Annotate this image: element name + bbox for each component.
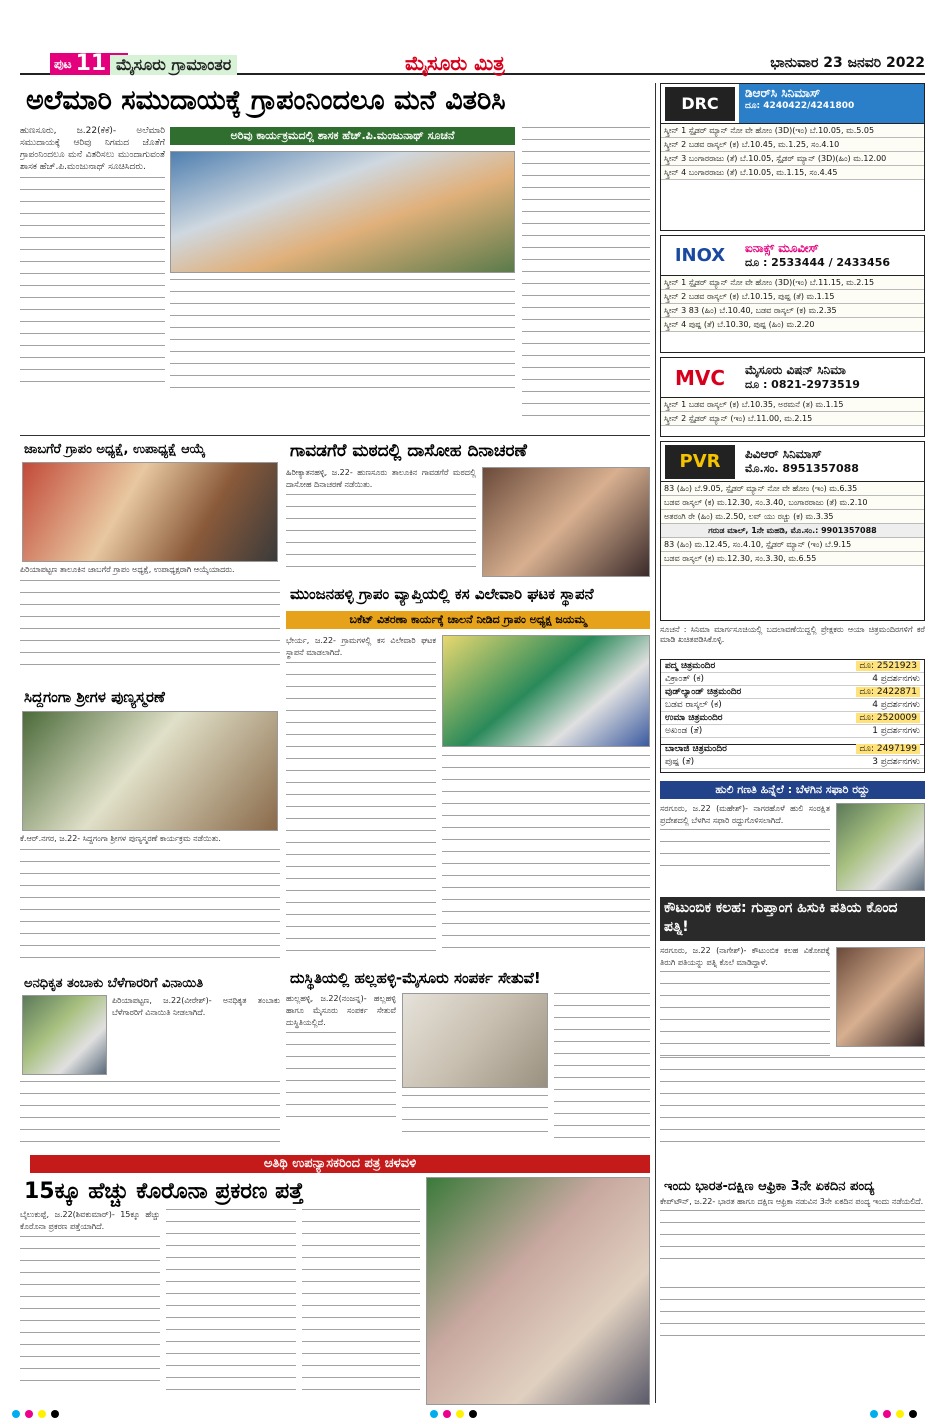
story-siddaganga [20,685,280,970]
lead-body-text [20,177,165,387]
story-body-text [20,580,280,675]
theatre-name: ಉಮಾ ಚಿತ್ರಮಂದಿರ [665,713,723,723]
story-bridge [286,967,650,1147]
story-photo [442,635,650,747]
lead-body-text-2 [170,279,515,389]
cinema-mvc [660,357,925,437]
story-photo [482,467,650,577]
lead-body-text-3 [522,127,650,427]
story-dateline: ಭೇರ್ಯ, ಜ.22- ಗ್ರಾಮಗಳಲ್ಲಿ ಕಸ ವಿಲೇವಾರಿ ಘಟಕ ಸ್ಥಾಪನೆ ಮಾಡಲಾಗಿದೆ. [286,636,436,657]
theatre-film: ವಿಕ್ರಾಂತ್ (ಕ) [665,674,705,684]
story-headline: ಇಂದು ಭಾರತ-ದಕ್ಷಿಣ ಆಫ್ರಿಕಾ 3ನೇ ಏಕದಿನ ಪಂದ್ಯ [664,1179,875,1194]
story-headline: ಕೌಟುಂಬಿಕ ಕಲಹ: ಗುಪ್ತಾಂಗ ಹಿಸುಕಿ ಪತಿಯ ಕೊಂದ ಪತ್ನಿ! [660,897,925,941]
theatre-row [661,712,924,725]
cinema-drc [660,83,925,231]
story-body-text [20,1236,160,1386]
story-photo [402,993,548,1088]
show-row: ಸ್ಕ್ರೀನ್ 3 ಬಂಗಾರರಾಜು (ತೆ) ಬೆ.10.05, ಸ್ಪೈಡರ್ ಮ್ಯಾನ್ (3D)(ಹಿಂ) ಮ.12.00 [661,152,924,166]
registration-dots-left [12,1410,59,1418]
story-cricket [660,1281,925,1403]
cinema-phone: ಮೊ.ಸಂ. 8951357088 [745,462,859,475]
theatre-film-row [661,699,924,712]
show-row: ಸ್ಕ್ರೀನ್ 4 ಪುಷ್ಪ (ತೆ) ಬೆ.10.30, ಪುಷ್ಪ (ಹಿಂ) ಮ.2.20 [661,318,924,332]
show-row: ಸ್ಕ್ರೀನ್ 3 83 (ಹಿಂ) ಬೆ.10.40, ಬಡವ ರಾಸ್ಕಲ್ (ಕ) ಮ.2.35 [661,304,924,318]
story-dateline: ಕೆ.ಆರ್.ನಗರ, ಜ.22- ಸಿದ್ದಗಂಗಾ ಶ್ರೀಗಳ ಪುಣ್ಯಸ್ಮರಣೆ ಕಾರ್ಯಕ್ರಮ ನಡೆಯಿತು. [20,834,221,843]
theatre-list [660,659,925,745]
theatre-film: ಪುಷ್ಪ (ತೆ) [665,757,695,767]
theatre-shows: 3 ಪ್ರದರ್ಶನಗಳು [872,757,920,767]
show-row: ಸ್ಕ್ರೀನ್ 2 ಬಡವ ರಾಸ್ಕಲ್ (ಕ) ಬೆ.10.15, ಪುಷ್ಪ (ತೆ) ಮ.1.15 [661,290,924,304]
drc-logo: DRC [665,87,735,121]
cinema-note [660,625,925,655]
story-corona [660,1177,925,1277]
story-body-text-3 [402,1095,548,1143]
story-body-text [660,1210,925,1260]
theatre-row [661,743,924,756]
theatre-film-row [661,725,924,738]
cinema-pvr [660,441,925,621]
theatre-name: ಪದ್ಮ ಚಿತ್ರಮಂದಿರ [665,661,716,671]
cinema-title: ಪಿವಿಆರ್ ಸಿನಿಮಾಸ್ [745,447,822,461]
story-headline: ಮುಂಜನಹಳ್ಳಿ ಗ್ರಾಪಂ ವ್ಯಾಪ್ತಿಯಲ್ಲಿ ಕಸ ವಿಲೇವಾರಿ ಘಟಕ ಸ್ಥಾಪನೆ [290,585,594,603]
pvr-logo: PVR [665,445,735,479]
cinema-phone: ದೂ : 0821-2973519 [745,378,860,391]
theatre-shows: 4 ಪ್ರದರ್ಶನಗಳು [872,674,920,684]
lead-dateline: ಹುಣಸೂರು, ಜ.22(ಕೆಕೆ)- ಅಲೆಮಾರಿ ಸಮುದಾಯಕ್ಕೆ ಆರಿವು ನಿಗಮದ ಜೊತೆಗೆ ಗ್ರಾಪಂನಿಂದಲೂ ಮನೆ ವಿತರಿಸಲು ಮುಂದಾಗುವಂತೆ ಶಾಸಕ ಹೆಚ್.ಪಿ.ಮಂಜುನಾಥ್ ಸೂಚಿಸಿದರು. [20,126,165,172]
newspaper-page [20,45,925,1405]
theatre-phone: ದೂ: 2422871 [856,687,920,697]
cinema-title: ಮೈಸೂರು ವಿಷನ್ ಸಿನಿಮಾ [745,363,846,377]
page-number: 11 [75,51,107,76]
story-dateline: ಹಿರೀಕ್ಯಾತನಹಳ್ಳಿ, ಜ.22- ಹುಣಸೂರು ತಾಲೂಕಿನ ಗಾವಡಗೆರೆ ಮಠದಲ್ಲಿ ದಾಸೋಹ ದಿನಾಚರಣೆ ನಡೆಯಿತು. [286,468,476,489]
story-body-text [660,971,830,1061]
story-body-text [286,494,476,574]
story-headline [660,1281,925,1285]
story-headline: ಗಾವಡಗೆರೆ ಮಠದಲ್ಲಿ ದಾಸೋಹ ದಿನಾಚರಣೆ [290,441,527,461]
cinema-inox [660,235,925,353]
story-headline: ದುಸ್ಥಿತಿಯಲ್ಲಿ ಹಲ್ಲಹಳ್ಳಿ-ಮೈಸೂರು ಸಂಪರ್ಕ ಸೇತುವೆ! [290,969,541,987]
theatre-film: ಅಖಂಡ (ತೆ) [665,726,703,736]
theatre-shows: 4 ಪ್ರದರ್ಶನಗಳು [872,700,920,710]
story-guest-lecturers [20,1177,650,1405]
story-body-text-2 [660,1057,925,1145]
theatre-shows: 1 ಪ್ರದರ್ಶನಗಳು [872,726,920,736]
story-photo [22,462,278,562]
show-row: 83 (ಹಿಂ) ಬೆ.9.05, ಸ್ಪೈಡರ್ ಮ್ಯಾನ್ ನೋ ವೇ ಹೋಂ (ಇಂ) ಮ.6.35 [661,482,924,496]
registration-dots-center [430,1410,477,1418]
section-name: ಮೈಸೂರು ಗ್ರಾಮಾಂತರ [110,55,237,75]
story-tiger-census [660,781,925,893]
story-body-text-2 [166,1209,296,1399]
registration-dots-right [870,1410,917,1418]
story-headline: ಅನಧಿಕೃತ ತಂಬಾಕು ಬೆಳೆಗಾರರಿಗೆ ವಿನಾಯಿತಿ [24,976,204,991]
story-body-text-2 [442,755,650,955]
story-headline: ಜಾಬಗೆರೆ ಗ್ರಾಪಂ ಅಧ್ಯಕ್ಷೆ, ಉಪಾಧ್ಯಕ್ಷೆ ಆಯ್ಕೆ [24,442,206,457]
lead-headline: ಅಲೆಮಾರಿ ಸಮುದಾಯಕ್ಕೆ ಗ್ರಾಪಂನಿಂದಲೂ ಮನೆ ವಿತರಿಸಿ [26,85,506,116]
story-body-text [286,1032,396,1127]
story-jabagere [20,439,280,679]
cinema-title: ಡಿಆರ್‌ಸಿ ಸಿನಿಮಾಸ್ [745,86,821,100]
lead-kicker: ಅರಿವು ಕಾರ್ಯಕ್ರಮದಲ್ಲಿ ಶಾಸಕ ಹೆಚ್.ಪಿ.ಮಂಜುನಾಥ್ ಸೂಚನೆ [170,127,515,145]
story-caption: ಪಿರಿಯಾಪಟ್ಟಣ ತಾಲೂಕಿನ ಜಾಬಗೆರೆ ಗ್ರಾಪಂ ಅಧ್ಯಕ್ಷೆ, ಉಪಾಧ್ಯಕ್ಷರಾಗಿ ಆಯ್ಕೆಯಾದರು. [20,565,235,574]
show-row: ಅತರಂಗಿ ರೇ (ಹಿಂ) ಮ.2.50, ಲವ್ ಯು ರಚ್ಚು (ಕ) ಮ.3.35 [661,510,924,524]
theatre-phone: ದೂ: 2520009 [856,713,920,723]
masthead [20,51,925,75]
story-family-dispute [660,897,925,1147]
story-dateline: ಸರಗೂರು, ಜ.22 (ನಾಗೇಶ್)- ಕೌಟುಂಬಿಕ ಕಲಹ ವಿಕೋಪಕ್ಕೆ ತಿರುಗಿ ಪತಿಯನ್ನು ಪತ್ನಿ ಕೊಲೆ ಮಾಡಿದ್ದಾಳೆ. [660,946,830,967]
show-row: 83 (ಹಿಂ) ಮ.12.45, ಸಂ.4.10, ಸ್ಪೈಡರ್ ಮ್ಯಾನ್ (ಇಂ) ಬೆ.9.15 [661,538,924,552]
cinema-phone: ದೂ : 2533444 / 2433456 [745,256,891,269]
theatre-phone: ದೂ: 2497199 [856,744,920,754]
garuda-title: ಗರುಡ ಮಾಲ್, 1ನೇ ಮಹಡಿ, ಮೊ.ಸಂ.: 9901357088 [661,524,924,538]
show-row: ಸ್ಕ್ರೀನ್ 4 ಬಂಗಾರರಾಜು (ತೆ) ಬೆ.10.05, ಮ.1.15, ಸಂ.4.45 [661,166,924,180]
story-headline: ಹುಲಿ ಗಣತಿ ಹಿನ್ನೆಲೆ : ಬೆಳಗಿನ ಸಫಾರಿ ರದ್ದು [660,781,925,799]
theatre-name: ವುಡ್‌ಲ್ಯಾಂಡ್ ಚಿತ್ರಮಂದಿರ [665,687,742,697]
story-body-text [660,1287,925,1347]
story-dateline: ಹುಲ್ಲಹಳ್ಳಿ, ಜ.22(ನಂಜನ್ನ)- ಹಲ್ಲಹಳ್ಳಿ ಹಾಗೂ ಮೈಸೂರು ಸಂಪರ್ಕ ಸೇತುವೆ ದುಸ್ಥಿತಿಯಲ್ಲಿದೆ. [286,994,396,1027]
cinema-note-text: ಸೂಚನೆ : ಸಿನಿಮಾ ಮಾರ್ಗಸೂಚಿಯಲ್ಲಿ ಬದಲಾವಣೆಯಿದ್ದಲ್ಲಿ ಪ್ರೇಕ್ಷಕರು ಆಯಾ ಚಿತ್ರಮಂದಿರಗಳಿಗೆ ಕರೆ ಮಾಡಿ ಖಚಿತಪಡಿಸಿಕೊಳ್ಳಿ. [660,625,925,644]
story-photo [22,995,107,1075]
story-dateline: ಕೇಪ್‌ಟೌನ್, ಜ.22- ಭಾರತ ಹಾಗೂ ದಕ್ಷಿಣ ಆಫ್ರಿಕಾ ನಡುವಿನ 3ನೇ ಏಕದಿನ ಪಂದ್ಯ ಇಂದು ನಡೆಯಲಿದೆ. [660,1197,924,1206]
story-body-text [20,1081,280,1143]
story-tobacco [20,973,280,1148]
banner-strip: ಅತಿಥಿ ಉಪನ್ಯಾಸಕರಿಂದ ಪತ್ರ ಚಳವಳಿ [30,1155,650,1173]
theatre-row [661,660,924,673]
inox-logo: INOX [674,245,726,266]
lead-photo [170,151,515,273]
story-photo [836,947,925,1047]
story-dateline: ಪಿರಿಯಾಪಟ್ಟಣ, ಜ.22(ವೀರೇಶ್)- ಅನಧಿಕೃತ ತಂಬಾಕು ಬೆಳೆಗಾರರಿಗೆ ವಿನಾಯಿತಿ ನೀಡಲಾಗಿದೆ. [112,996,280,1017]
story-gavadagere [286,439,650,579]
story-headline: 15ಕ್ಕೂ ಹೆಚ್ಚು ಕೊರೊನಾ ಪ್ರಕರಣ ಪತ್ತೆ [24,1179,304,1204]
story-photo [22,711,278,831]
issue-date: ಭಾನುವಾರ 23 ಜನವರಿ 2022 [770,55,925,71]
lead-story [20,83,650,433]
paper-logo: ಮೈಸೂರು ಮಿತ್ರ [405,51,505,75]
cinema-title: ಐನಾಕ್ಸ್ ಮೂವೀಸ್ [745,241,819,255]
theatre-list-2 [660,743,925,773]
show-row: ಸ್ಕ್ರೀನ್ 1 ಬಡವ ರಾಸ್ಕಲ್ (ಕ) ಬೆ.10.35, ಅರಮನೆ (ತ) ಮ.1.15 [661,398,924,412]
theatre-film: ಬಡವ ರಾಸ್ಕಲ್ (ಕ) [665,700,722,710]
page-label: ಪುಟ [54,56,72,71]
story-photo [426,1177,650,1405]
theatre-row [661,686,924,699]
story-body-text-3 [302,1209,420,1399]
story-photo [836,803,925,891]
theatre-film-row [661,756,924,769]
story-kicker: ಬಕೆಟ್ ವಿತರಣಾ ಕಾರ್ಯಕ್ಕೆ ಚಾಲನೆ ನೀಡಿದ ಗ್ರಾಪಂ ಅಧ್ಯಕ್ಷ ಜಯಮ್ಮ [286,611,650,629]
show-row: ಸ್ಕ್ರೀನ್ 2 ಬಡವ ರಾಸ್ಕಲ್ (ಕ) ಬೆ.10.45, ಮ.1.25, ಸಂ.4.10 [661,138,924,152]
story-body-text [20,849,280,959]
story-dateline: ಸರಗೂರು, ಜ.22 (ಮಹೇಶ್)- ನಾಗರಹೊಳೆ ಹುಲಿ ಸಂರಕ್ಷಿತ ಪ್ರದೇಶದಲ್ಲಿ ಬೆಳಗಿನ ಸಫಾರಿ ರದ್ದುಗೊಳಿಸಲಾಗಿದೆ. [660,804,830,825]
show-row: ಬಡವ ರಾಸ್ಕಲ್ (ಕ) ಮ.12.30, ಸಂ.3.40, ಬಂಗಾರರಾಜು (ತೆ) ಮ.2.10 [661,496,924,510]
show-row: ಸ್ಕ್ರೀನ್ 2 ಸ್ಪೈಡರ್ ಮ್ಯಾನ್ (ಇಂ) ಬೆ.11.00, ಮ.2.15 [661,412,924,426]
show-row: ಸ್ಕ್ರೀನ್ 1 ಸ್ಪೈಡರ್ ಮ್ಯಾನ್ ನೋ ವೇ ಹೋಂ (3D)(ಇಂ) ಬೆ.10.05, ಮ.5.05 [661,124,924,138]
story-munjanahalli [286,583,650,963]
theatre-film-row [661,673,924,686]
mvc-logo: MVC [674,365,726,390]
story-headline: ಸಿದ್ದಗಂಗಾ ಶ್ರೀಗಳ ಪುಣ್ಯಸ್ಮರಣೆ [24,688,165,706]
story-dateline: ಬೈಲುಕುಪ್ಪೆ, ಜ.22(ಶಿವಕುಮಾರ್)- 15ಕ್ಕೂ ಹೆಚ್ಚು ಕೊರೊನಾ ಪ್ರಕರಣ ಪತ್ತೆಯಾಗಿದೆ. [20,1210,160,1231]
theatre-name: ಬಾಲಾಜಿ ಚಿತ್ರಮಂದಿರ [665,744,727,754]
story-body-text-2 [554,993,650,1143]
show-row: ಬಡವ ರಾಸ್ಕಲ್ (ಕ) ಮ.12.30, ಸಂ.3.30, ಮ.6.55 [661,552,924,566]
story-body-text [286,662,436,962]
show-row: ಸ್ಕ್ರೀನ್ 1 ಸ್ಪೈಡರ್ ಮ್ಯಾನ್ ನೋ ವೇ ಹೋಂ (3D)(ಇಂ) ಬೆ.11.15, ಮ.2.15 [661,276,924,290]
story-body-text [660,829,830,874]
cinema-phone: ದೂ: 4240422/4241800 [745,101,855,111]
theatre-phone: ದೂ: 2521923 [856,661,920,671]
